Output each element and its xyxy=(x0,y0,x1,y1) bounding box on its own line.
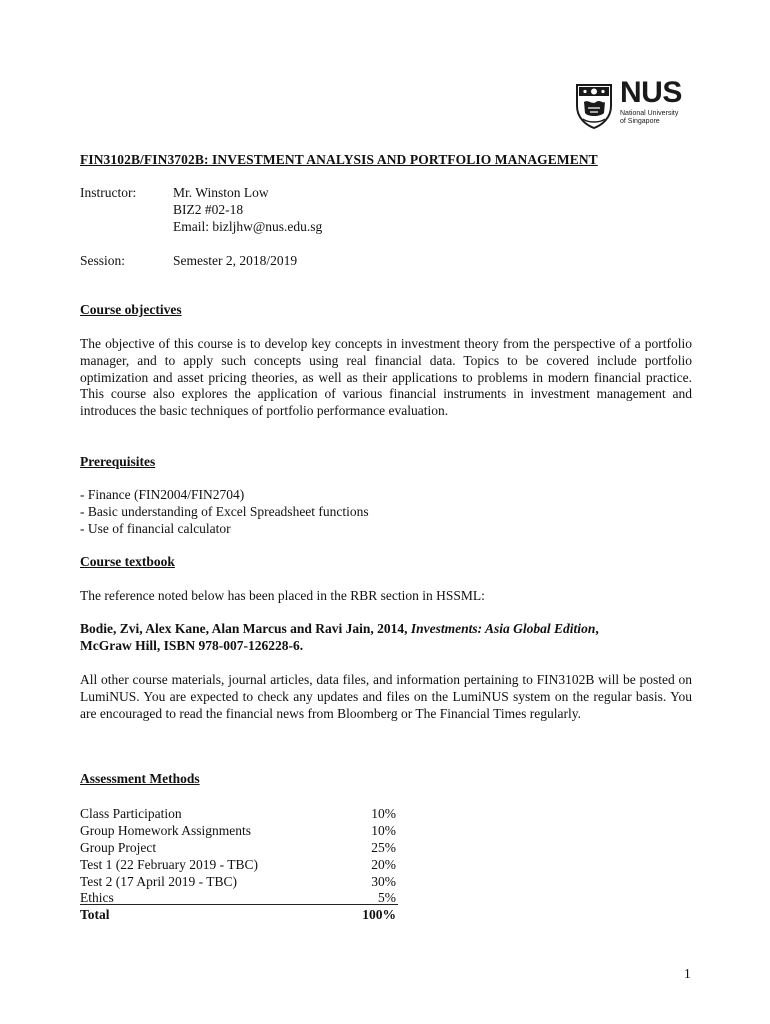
textbook-reference xyxy=(80,621,692,655)
assessment-row xyxy=(80,839,396,856)
assessment-divider xyxy=(80,904,398,905)
logo-subtitle-line2: of Singapore xyxy=(620,118,660,125)
prerequisite-item: - Finance (FIN2004/FIN2704) xyxy=(80,487,245,502)
instructor-label: Instructor: xyxy=(80,185,137,200)
textbook-publisher: McGraw Hill, ISBN 978-007-126228-6. xyxy=(80,637,304,653)
textbook-intro: The reference noted below has been placed in the RBR section in HSSML: xyxy=(80,588,485,603)
textbook-title: Investments: Asia Global Edition xyxy=(410,621,596,636)
assessment-row xyxy=(80,822,396,839)
prerequisite-item: - Use of financial calculator xyxy=(80,521,231,536)
course-title: FIN3102B/FIN3702B: INVESTMENT ANALYSIS AND PORTFOLIO MANAGEMENT xyxy=(80,152,598,167)
course-materials-text: All other course materials, journal articles, data files, and information pertaining to FIN3102B will be posted on LumiNUS. You are expected to check any updates and files on the LumiNUS system on the regular basis. You are encouraged to read the financial news from Bloomberg or The Financial Times regularly. xyxy=(80,672,692,721)
assessment-weight: 10% xyxy=(371,823,396,838)
logo-subtitle-line1: National University xyxy=(620,110,679,117)
instructor-name: Mr. Winston Low xyxy=(173,185,269,200)
nus-logo xyxy=(574,76,690,132)
page-number: 1 xyxy=(684,966,691,981)
assessment-row xyxy=(80,856,396,873)
assessment-weight: 30% xyxy=(371,874,396,889)
instructor-email: Email: bizljhw@nus.edu.sg xyxy=(173,219,323,234)
assessment-row xyxy=(80,873,396,890)
session-label: Session: xyxy=(80,253,126,268)
session-value: Semester 2, 2018/2019 xyxy=(173,253,298,268)
assessment-total-row xyxy=(80,906,396,923)
assessment-name: Test 2 (17 April 2019 - TBC) xyxy=(80,874,238,889)
assessment-name: Class Participation xyxy=(80,806,182,821)
objectives-heading: Course objectives xyxy=(80,302,182,317)
nus-wordmark: NUS xyxy=(620,76,682,109)
objectives-text: The objective of this course is to develop key concepts in investment theory from the perspective of a portfolio manager, and to apply such concepts using real financial data. Topics to be covered include portfolio optimization and asset pricing theories, as well as their applications to problems in modern financial practice. This course also explores the application of various financial instruments in investment management and introduces the basic techniques of portfolio performance evaluation. xyxy=(80,336,692,419)
assessment-row xyxy=(80,805,396,822)
assessment-total-weight: 100% xyxy=(362,907,396,922)
textbook-authors: Bodie, Zvi, Alex Kane, Alan Marcus and Ravi Jain, 2014, xyxy=(80,621,411,636)
assessment-name: Group Homework Assignments xyxy=(80,823,251,838)
instructor-office: BIZ2 #02-18 xyxy=(173,202,244,217)
nus-crest-icon xyxy=(574,82,614,130)
assessment-name: Test 1 (22 February 2019 - TBC) xyxy=(80,857,259,872)
assessment-heading: Assessment Methods xyxy=(80,771,200,786)
textbook-title-comma: , xyxy=(595,621,599,636)
prerequisite-item: - Basic understanding of Excel Spreadsheet functions xyxy=(80,504,369,519)
assessment-weight: 25% xyxy=(371,840,396,855)
assessment-weight: 10% xyxy=(371,806,396,821)
prerequisites-heading: Prerequisites xyxy=(80,454,156,469)
assessment-name: Ethics xyxy=(80,890,114,905)
assessment-name: Group Project xyxy=(80,840,157,855)
assessment-total-label: Total xyxy=(80,907,110,922)
assessment-weight: 5% xyxy=(378,890,396,905)
assessment-weight: 20% xyxy=(371,857,396,872)
textbook-heading: Course textbook xyxy=(80,554,175,569)
